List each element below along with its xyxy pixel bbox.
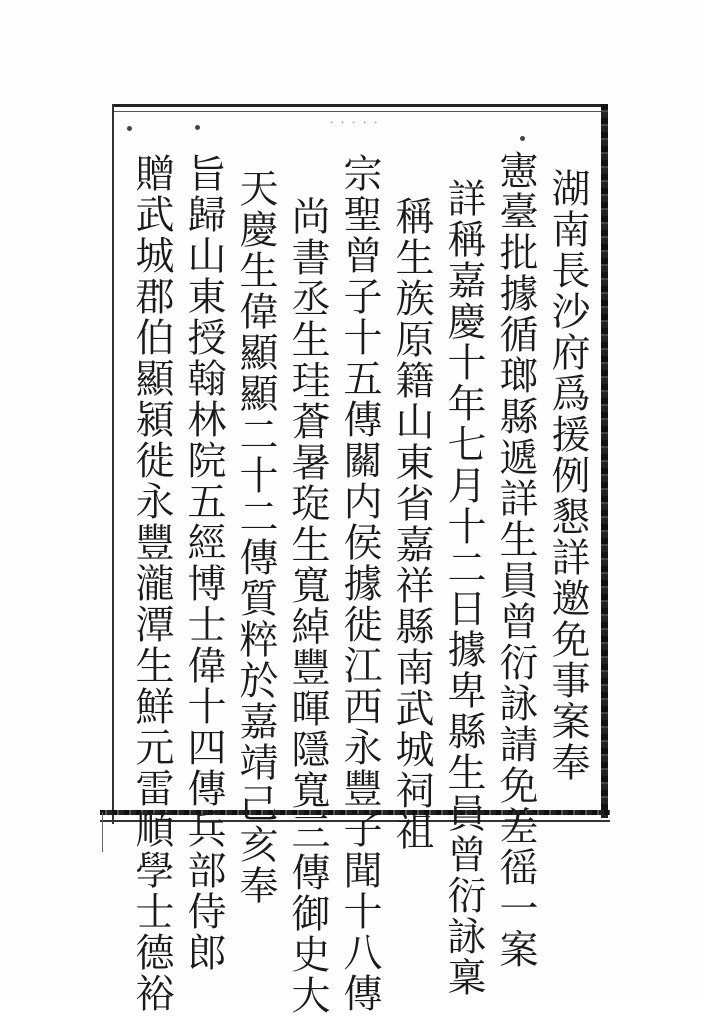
text-column-4: 稱生族原籍山東省嘉祥縣南武城祠祖 — [389, 196, 434, 852]
text-column-7: 天慶生偉顯顯二十二傳質粹於嘉靖己亥奉 — [233, 168, 278, 906]
text-column-3: 詳稱嘉慶十年七月十二日據卑縣生員曾衍詠稟 — [441, 178, 486, 998]
frame-left-border — [112, 104, 114, 824]
header-marks: · · · · · — [330, 116, 380, 129]
text-column-6: 尚書丞生珪蒼暑琁生寬綽豐暉隱寬三傳御史大 — [285, 196, 330, 1016]
text-column-1: 湖南長沙府爲援例懇詳邀免事案奉 — [545, 168, 590, 783]
frame-top-border — [112, 104, 608, 107]
ink-dot — [127, 126, 132, 131]
text-column-5: 宗聖曾子十五傳關内侯據徙江西永豐子聞十八傳 — [337, 153, 382, 1014]
text-column-9: 贈武城郡伯顯潁徙永豐瀧潭生鮮元雷順學士德裕 — [129, 153, 174, 1014]
binding-edge-line — [102, 812, 103, 852]
text-column-2: 憲臺批據循瑯縣遞詳生員曾衍詠請免差徭一案 — [493, 150, 538, 970]
text-column-8: 旨歸山東授翰林院五經博士偉十四傳兵部侍郎 — [181, 153, 226, 973]
ink-dot — [195, 125, 200, 130]
ink-dot — [520, 136, 525, 141]
frame-top-inner-border — [112, 111, 608, 112]
frame-right-border — [601, 104, 608, 818]
